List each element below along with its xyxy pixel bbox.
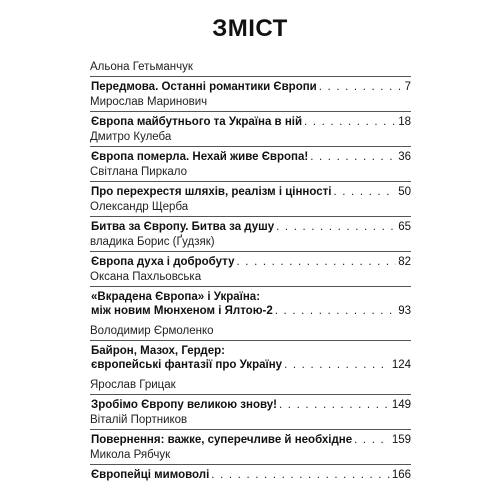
toc-entry [90, 95, 411, 130]
entry-divider [90, 111, 411, 112]
entry-author: Віталій Портников [90, 414, 188, 426]
entry-title: Байрон, Мазох, Гердер: [91, 345, 225, 357]
toc-entry [90, 378, 411, 413]
toc-entry [90, 413, 411, 448]
entry-title: Європейці мимоволі [91, 469, 210, 481]
entry-title-line[interactable] [90, 220, 411, 234]
entry-author: Микола Рябчук [90, 449, 171, 461]
entry-page-number: 50 [398, 186, 411, 198]
entry-title-line[interactable] [90, 433, 411, 447]
entry-divider [90, 181, 411, 182]
entry-author: Світлана Пиркало [90, 166, 188, 178]
entry-title-line[interactable] [90, 150, 411, 164]
entry-divider [90, 286, 411, 287]
entry-divider [90, 464, 411, 465]
entry-title-line[interactable] [90, 344, 411, 358]
entry-title: Передмова. Останні романтики Європи [91, 81, 317, 93]
leader-dots [236, 255, 396, 269]
entry-page-number: 36 [398, 151, 411, 163]
entry-title: між новим Мюнхеном і Ялтою-2 [91, 305, 273, 317]
entry-title: європейські фантазії про Україну [91, 359, 283, 371]
entry-page-number: 7 [404, 81, 411, 93]
entry-title-line[interactable] [90, 468, 411, 482]
leader-dots [276, 220, 396, 234]
entry-divider [90, 429, 411, 430]
leader-dots [304, 115, 396, 129]
entry-divider [90, 146, 411, 147]
entry-author: Дмитро Кулеба [90, 131, 172, 143]
entry-page-number: 159 [391, 434, 411, 446]
entry-title: Битва за Європу. Битва за душу [91, 221, 275, 233]
toc-entry [90, 200, 411, 235]
toc-entry [90, 60, 411, 95]
entry-author: Ярослав Грицак [90, 379, 176, 391]
leader-dots [211, 468, 390, 482]
entry-page-number: 65 [398, 221, 411, 233]
leader-dots [284, 358, 390, 372]
entry-page-number: 18 [398, 116, 411, 128]
entry-page-number: 82 [398, 256, 411, 268]
toc-list [90, 60, 411, 483]
entry-title-line[interactable] [90, 304, 411, 318]
entry-divider [90, 340, 411, 341]
entry-divider [90, 216, 411, 217]
entry-title-line[interactable] [90, 255, 411, 269]
leader-dots [333, 185, 396, 199]
entry-title: Європа майбутнього та Україна в ній [91, 116, 303, 128]
entry-author: Олександр Щерба [90, 201, 189, 213]
entry-title: Європа духа і добробуту [91, 256, 235, 268]
entry-title: «Вкрадена Європа» і Україна: [91, 291, 261, 303]
entry-page-number: 149 [391, 399, 411, 411]
toc-entry [90, 235, 411, 270]
page-title: ЗМІСТ [212, 15, 288, 42]
entry-page-number: 166 [391, 469, 411, 481]
entry-author: Володимир Єрмоленко [90, 325, 214, 337]
leader-dots [354, 433, 390, 447]
entry-author: Альона Гетьманчук [90, 61, 193, 73]
leader-dots [275, 304, 396, 318]
entry-divider [90, 251, 411, 252]
toc-entry [90, 448, 411, 483]
entry-divider [90, 394, 411, 395]
toc-entry [90, 130, 411, 165]
entry-author: Оксана Пахльовська [90, 271, 202, 283]
entry-author: Мирослав Маринович [90, 96, 208, 108]
toc-entry [90, 270, 411, 324]
entry-title-line[interactable] [90, 115, 411, 129]
entry-title: Зробімо Європу великою знову! [91, 399, 277, 411]
entry-title-line[interactable] [90, 185, 411, 199]
entry-title: Європа померла. Нехай живе Європа! [91, 151, 309, 163]
entry-title: Про перехрестя шляхів, реалізм і цінності [91, 186, 332, 198]
entry-page-number: 124 [391, 359, 411, 371]
leader-dots [319, 80, 403, 94]
leader-dots [310, 150, 396, 164]
entry-title-line[interactable] [90, 398, 411, 412]
entry-page-number: 93 [398, 305, 411, 317]
entry-title-line[interactable] [90, 80, 411, 94]
leader-dots [279, 398, 390, 412]
toc-entry [90, 324, 411, 378]
entry-title: Повернення: важке, суперечливе й необхідне [91, 434, 353, 446]
entry-divider [90, 76, 411, 77]
toc-entry [90, 165, 411, 200]
entry-author: владика Борис (Ґудзяк) [90, 236, 215, 248]
entry-title-line[interactable] [90, 358, 411, 372]
entry-title-line[interactable] [90, 290, 411, 304]
